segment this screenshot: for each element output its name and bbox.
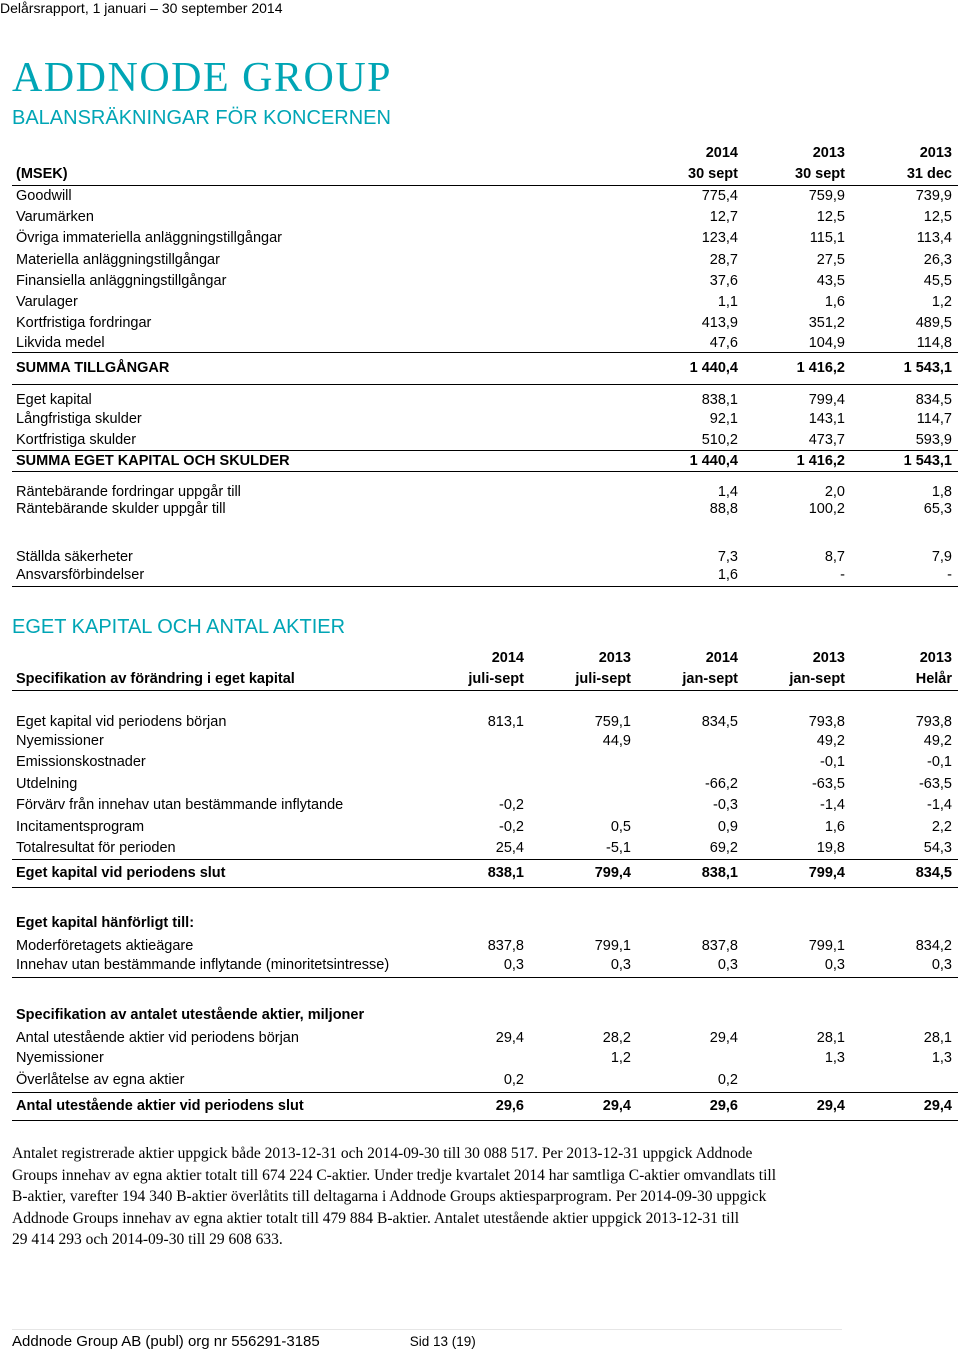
note-line: Groups innehav av egna aktier totalt till 674 224 C-aktier. Under tredje kvartalet 2014 har samtliga C-aktier omvandlats till	[12, 1166, 777, 1184]
col-year: 2013	[919, 144, 952, 161]
col-label: juli-sept	[530, 668, 637, 690]
table-row: Emissionskostnader -0,1 -0,1	[16, 754, 952, 771]
table-row: Kortfristiga skulder 510,2 473,7 593,9	[12, 429, 958, 450]
table-row: Varumärken 12,7 12,5 12,5	[16, 208, 952, 225]
equity-table	[12, 647, 958, 1121]
table-row: Incitamentsprogram -0,2 0,5 0,9 1,6 2,2	[16, 818, 952, 835]
col-year: 2013	[919, 649, 952, 666]
table-row: Totalresultat för perioden 25,4 -5,1 69,2 19,8 54,3	[12, 838, 958, 860]
equity-title: EGET KAPITAL OCH ANTAL AKTIER	[12, 616, 346, 638]
table-row: Moderföretagets aktieägare 837,8 799,1 837,8 799,1 834,2	[16, 938, 952, 954]
page-footer	[12, 1329, 842, 1350]
col-label: 31 dec	[851, 163, 958, 185]
col-year: 2014	[705, 144, 738, 161]
col-label: jan-sept	[637, 668, 744, 690]
table-row: Antal utestående aktier vid periodens början 29,4 28,2 29,4 28,1 28,1	[16, 1030, 952, 1046]
page-number: Sid 13 (19)	[409, 1334, 476, 1349]
table-row: Goodwill 775,4 759,9 739,9	[16, 187, 952, 204]
table-row: Långfristiga skulder 92,1 143,1 114,7	[16, 410, 952, 427]
table-row: Kortfristiga fordringar 413,9 351,2 489,5	[16, 315, 952, 332]
table-row: Räntebärande skulder uppgår till 88,8 100,2 65,3	[16, 501, 952, 518]
table-row: Likvida medel 47,6 104,9 114,8	[12, 334, 958, 352]
table-row: Räntebärande fordringar uppgår till 1,4 2,0 1,8	[16, 483, 952, 500]
footer-company: Addnode Group AB (publ) org nr 556291-3185	[12, 1333, 320, 1350]
table-row: Eget kapital vid periodens början 813,1 759,1 834,5 793,8 793,8	[16, 714, 952, 730]
table-row: Varulager 1,1 1,6 1,2	[16, 294, 952, 311]
col-year: 2013	[598, 649, 631, 666]
table-row: Övriga immateriella anläggningstillgångar 123,4 115,1 113,4	[16, 230, 952, 247]
total-row: Antal utestående aktier vid periodens slut 29,6 29,4 29,6 29,4 29,4	[12, 1092, 958, 1120]
col-year: 2013	[812, 649, 845, 666]
table-row: Nyemissioner 1,2 1,3 1,3	[16, 1049, 952, 1066]
note-line: Antalet registrerade aktier uppgick både 2013-12-31 och 2014-09-30 till 30 088 517. Per 2013-12-31 uppgick Addnode	[12, 1145, 753, 1162]
col-label: Helår	[851, 668, 958, 690]
note-line: 29 414 293 och 2014-09-30 till 29 608 633.	[12, 1231, 283, 1248]
table-row: Materiella anläggningstillgångar 28,7 27,5 26,3	[16, 251, 952, 268]
table-row: Ansvarsförbindelser 1,6 - -	[12, 565, 958, 587]
shares-header: Specifikation av antalet utestående aktier, miljoner	[16, 1007, 365, 1023]
col-label: 30 sept	[638, 163, 744, 185]
table-row: Förvärv från innehav utan bestämmande inflytande -0,2 -0,3 -1,4 -1,4	[16, 797, 952, 814]
col-label: jan-sept	[744, 668, 851, 690]
balance-sheet-table	[12, 142, 958, 587]
note-line: Addnode Groups innehav av egna aktier totalt till 479 884 B-aktier. Antalet utestående aktier uppgick 2013-12-31 till	[12, 1209, 740, 1227]
col-label: juli-sept	[424, 668, 530, 690]
report-title: Delårsrapport, 1 januari – 30 september 2014	[0, 0, 283, 16]
total-row: SUMMA TILLGÅNGAR 1 440,4 1 416,2 1 543,1	[12, 352, 958, 384]
note-line: B-aktier, varefter 194 340 B-aktier överlåtits till deltagarna i Addnode Groups aktiesparprogram. Per 2014-09-30 uppgick	[12, 1188, 767, 1205]
col-year: 2014	[705, 649, 738, 666]
company-logo: ADDNODE GROUP	[12, 55, 393, 101]
table-row: Finansiella anläggningstillgångar 37,6 43,5 45,5	[16, 272, 952, 289]
table-row: Eget kapital 838,1 799,4 834,5	[16, 392, 952, 409]
col-year: 2014	[491, 649, 524, 666]
unit-label: (MSEK)	[12, 163, 638, 185]
attributable-header: Eget kapital hänförligt till:	[16, 915, 195, 931]
table-row: Ställda säkerheter 7,3 8,7 7,9	[16, 548, 952, 565]
total-row: SUMMA EGET KAPITAL OCH SKULDER 1 440,4 1 416,2 1 543,1	[12, 451, 958, 472]
table-row: Utdelning -66,2 -63,5 -63,5	[16, 775, 952, 792]
table-row: Innehav utan bestämmande inflytande (minoritetsintresse) 0,3 0,3 0,3 0,3 0,3	[12, 954, 958, 977]
balance-title: BALANSRÄKNINGAR FÖR KONCERNEN	[12, 107, 391, 129]
table-row: Överlåtelse av egna aktier 0,2 0,2	[12, 1069, 958, 1092]
table-row: Nyemissioner 44,9 49,2 49,2	[16, 732, 952, 749]
col-year: 2013	[812, 144, 845, 161]
total-row: Eget kapital vid periodens slut 838,1 799,4 838,1 799,4 834,5	[12, 859, 958, 887]
col-label: 30 sept	[744, 163, 851, 185]
shares-notes	[12, 1143, 912, 1251]
spec-header: Specifikation av förändring i eget kapital	[12, 668, 424, 690]
